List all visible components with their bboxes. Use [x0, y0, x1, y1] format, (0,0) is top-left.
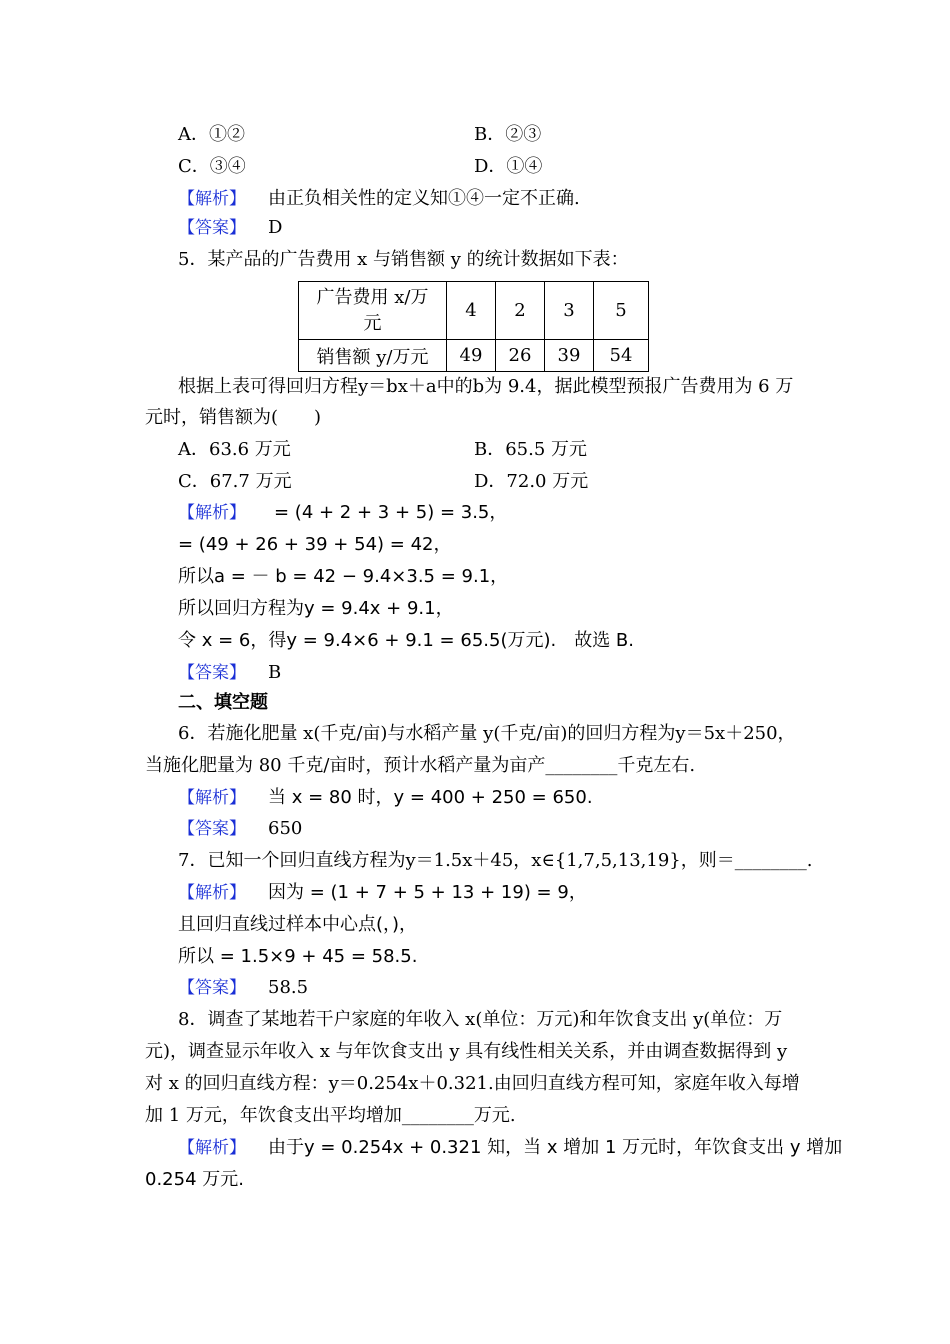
q5-analysis — [178, 500, 507, 526]
analysis-tag: 【解析】 — [178, 788, 246, 808]
q5-option-b: B．65.5 万元 — [474, 439, 588, 460]
q4-analysis — [178, 186, 580, 212]
analysis-tag: 【解析】 — [178, 1138, 246, 1158]
analysis-step: = (49 + 26 + 39 + 54) = 42， — [178, 534, 452, 555]
answer-text: D — [268, 217, 283, 238]
q8-line-3: 对 x 的回归直线方程：y＝0.254x＋0.321.由回归直线方程可知，家庭年收入每增 — [145, 1073, 800, 1094]
q6-answer — [178, 816, 302, 842]
analysis-step: 所以 = 1.5×9 + 45 = 58.5. — [178, 946, 418, 967]
q6-line-2: 当施化肥量为 80 千克/亩时，预计水稻产量为亩产________千克左右. — [145, 755, 696, 776]
section-heading: 二、填空题 — [178, 692, 268, 713]
analysis-step: 且回归直线过样本中心点(，)， — [178, 914, 418, 935]
q4-answer — [178, 215, 282, 241]
table-cell: 2 — [496, 282, 545, 340]
answer-text: 58.5 — [268, 977, 309, 998]
table-cell: 39 — [545, 340, 594, 372]
q5-stem: 5．某产品的广告费用 x 与销售额 y 的统计数据如下表： — [178, 249, 629, 270]
q8-line-1: 8．调查了某地若干户家庭的年收入 x(单位：万元)和年饮食支出 y(单位：万 — [178, 1009, 783, 1030]
table-row — [299, 282, 649, 340]
analysis-tag: 【解析】 — [178, 189, 246, 209]
table-cell: 26 — [496, 340, 545, 372]
q8-analysis — [178, 1135, 842, 1161]
table-cell: 3 — [545, 282, 594, 340]
q5-line-2: 根据上表可得回归方程y＝bx＋a中的b为 9.4，据此模型预报广告费用为 6 万 — [178, 376, 794, 397]
analysis-tag: 【解析】 — [178, 883, 246, 903]
q5-option-d: D．72.0 万元 — [474, 471, 589, 492]
q8-line-4: 加 1 万元，年饮食支出平均增加________万元. — [145, 1105, 516, 1126]
analysis-step: 令 x = 6，得y = 9.4×6 + 9.1 = 65.5(万元). 故选 B. — [178, 630, 635, 651]
q7-answer — [178, 975, 308, 1001]
q5-option-c: C．67.7 万元 — [178, 471, 292, 492]
answer-text: 650 — [268, 818, 303, 839]
table-header-cell: 销售额 y/万元 — [299, 340, 447, 372]
q5-data-table — [298, 281, 649, 372]
answer-text: B — [268, 662, 282, 683]
analysis-tag: 【解析】 — [178, 503, 246, 523]
table-cell: 54 — [594, 340, 649, 372]
table-cell: 4 — [447, 282, 496, 340]
answer-tag: 【答案】 — [178, 819, 246, 839]
q7-analysis — [178, 880, 587, 906]
table-cell: 5 — [594, 282, 649, 340]
analysis-step: 所以回归方程为y = 9.4x + 9.1， — [178, 598, 454, 619]
q6-line-1: 6．若施化肥量 x(千克/亩)与水稻产量 y(千克/亩)的回归方程为y＝5x＋250， — [178, 723, 796, 744]
analysis-step: 因为 = (1 + 7 + 5 + 13 + 19) = 9， — [268, 882, 587, 903]
answer-tag: 【答案】 — [178, 218, 246, 238]
analysis-text: 当 x = 80 时，y = 400 + 250 = 650. — [268, 787, 593, 808]
q4-option-c: C．③④ — [178, 156, 246, 177]
analysis-text: 由正负相关性的定义知①④一定不正确. — [268, 188, 580, 209]
q6-analysis — [178, 785, 593, 811]
analysis-step: 0.254 万元. — [145, 1169, 244, 1190]
q5-line-3: 元时，销售额为( ) — [145, 407, 322, 428]
analysis-step: 所以a = － b = 42 − 9.4×3.5 = 9.1， — [178, 566, 509, 587]
q5-option-a: A．63.6 万元 — [178, 439, 291, 460]
q8-line-2: 元)，调查显示年收入 x 与年饮食支出 y 具有线性相关关系，并由调查数据得到 y — [145, 1041, 788, 1062]
q4-option-d: D．①④ — [474, 156, 543, 177]
q4-option-b: B．②③ — [474, 124, 542, 145]
q7-line-1: 7．已知一个回归直线方程为y＝1.5x＋45，x∈{1,7,5,13,19}，则＝________. — [178, 850, 813, 871]
q4-option-a: A．①② — [178, 124, 245, 145]
q5-answer — [178, 660, 281, 686]
analysis-step: 由于y = 0.254x + 0.321 知，当 x 增加 1 万元时，年饮食支出 y 增加 — [268, 1137, 843, 1158]
answer-tag: 【答案】 — [178, 663, 246, 683]
table-row — [299, 340, 649, 372]
answer-tag: 【答案】 — [178, 978, 246, 998]
table-cell: 49 — [447, 340, 496, 372]
analysis-step: = (4 + 2 + 3 + 5) = 3.5， — [274, 502, 508, 523]
table-header-cell: 广告费用 x/万 元 — [299, 282, 447, 340]
